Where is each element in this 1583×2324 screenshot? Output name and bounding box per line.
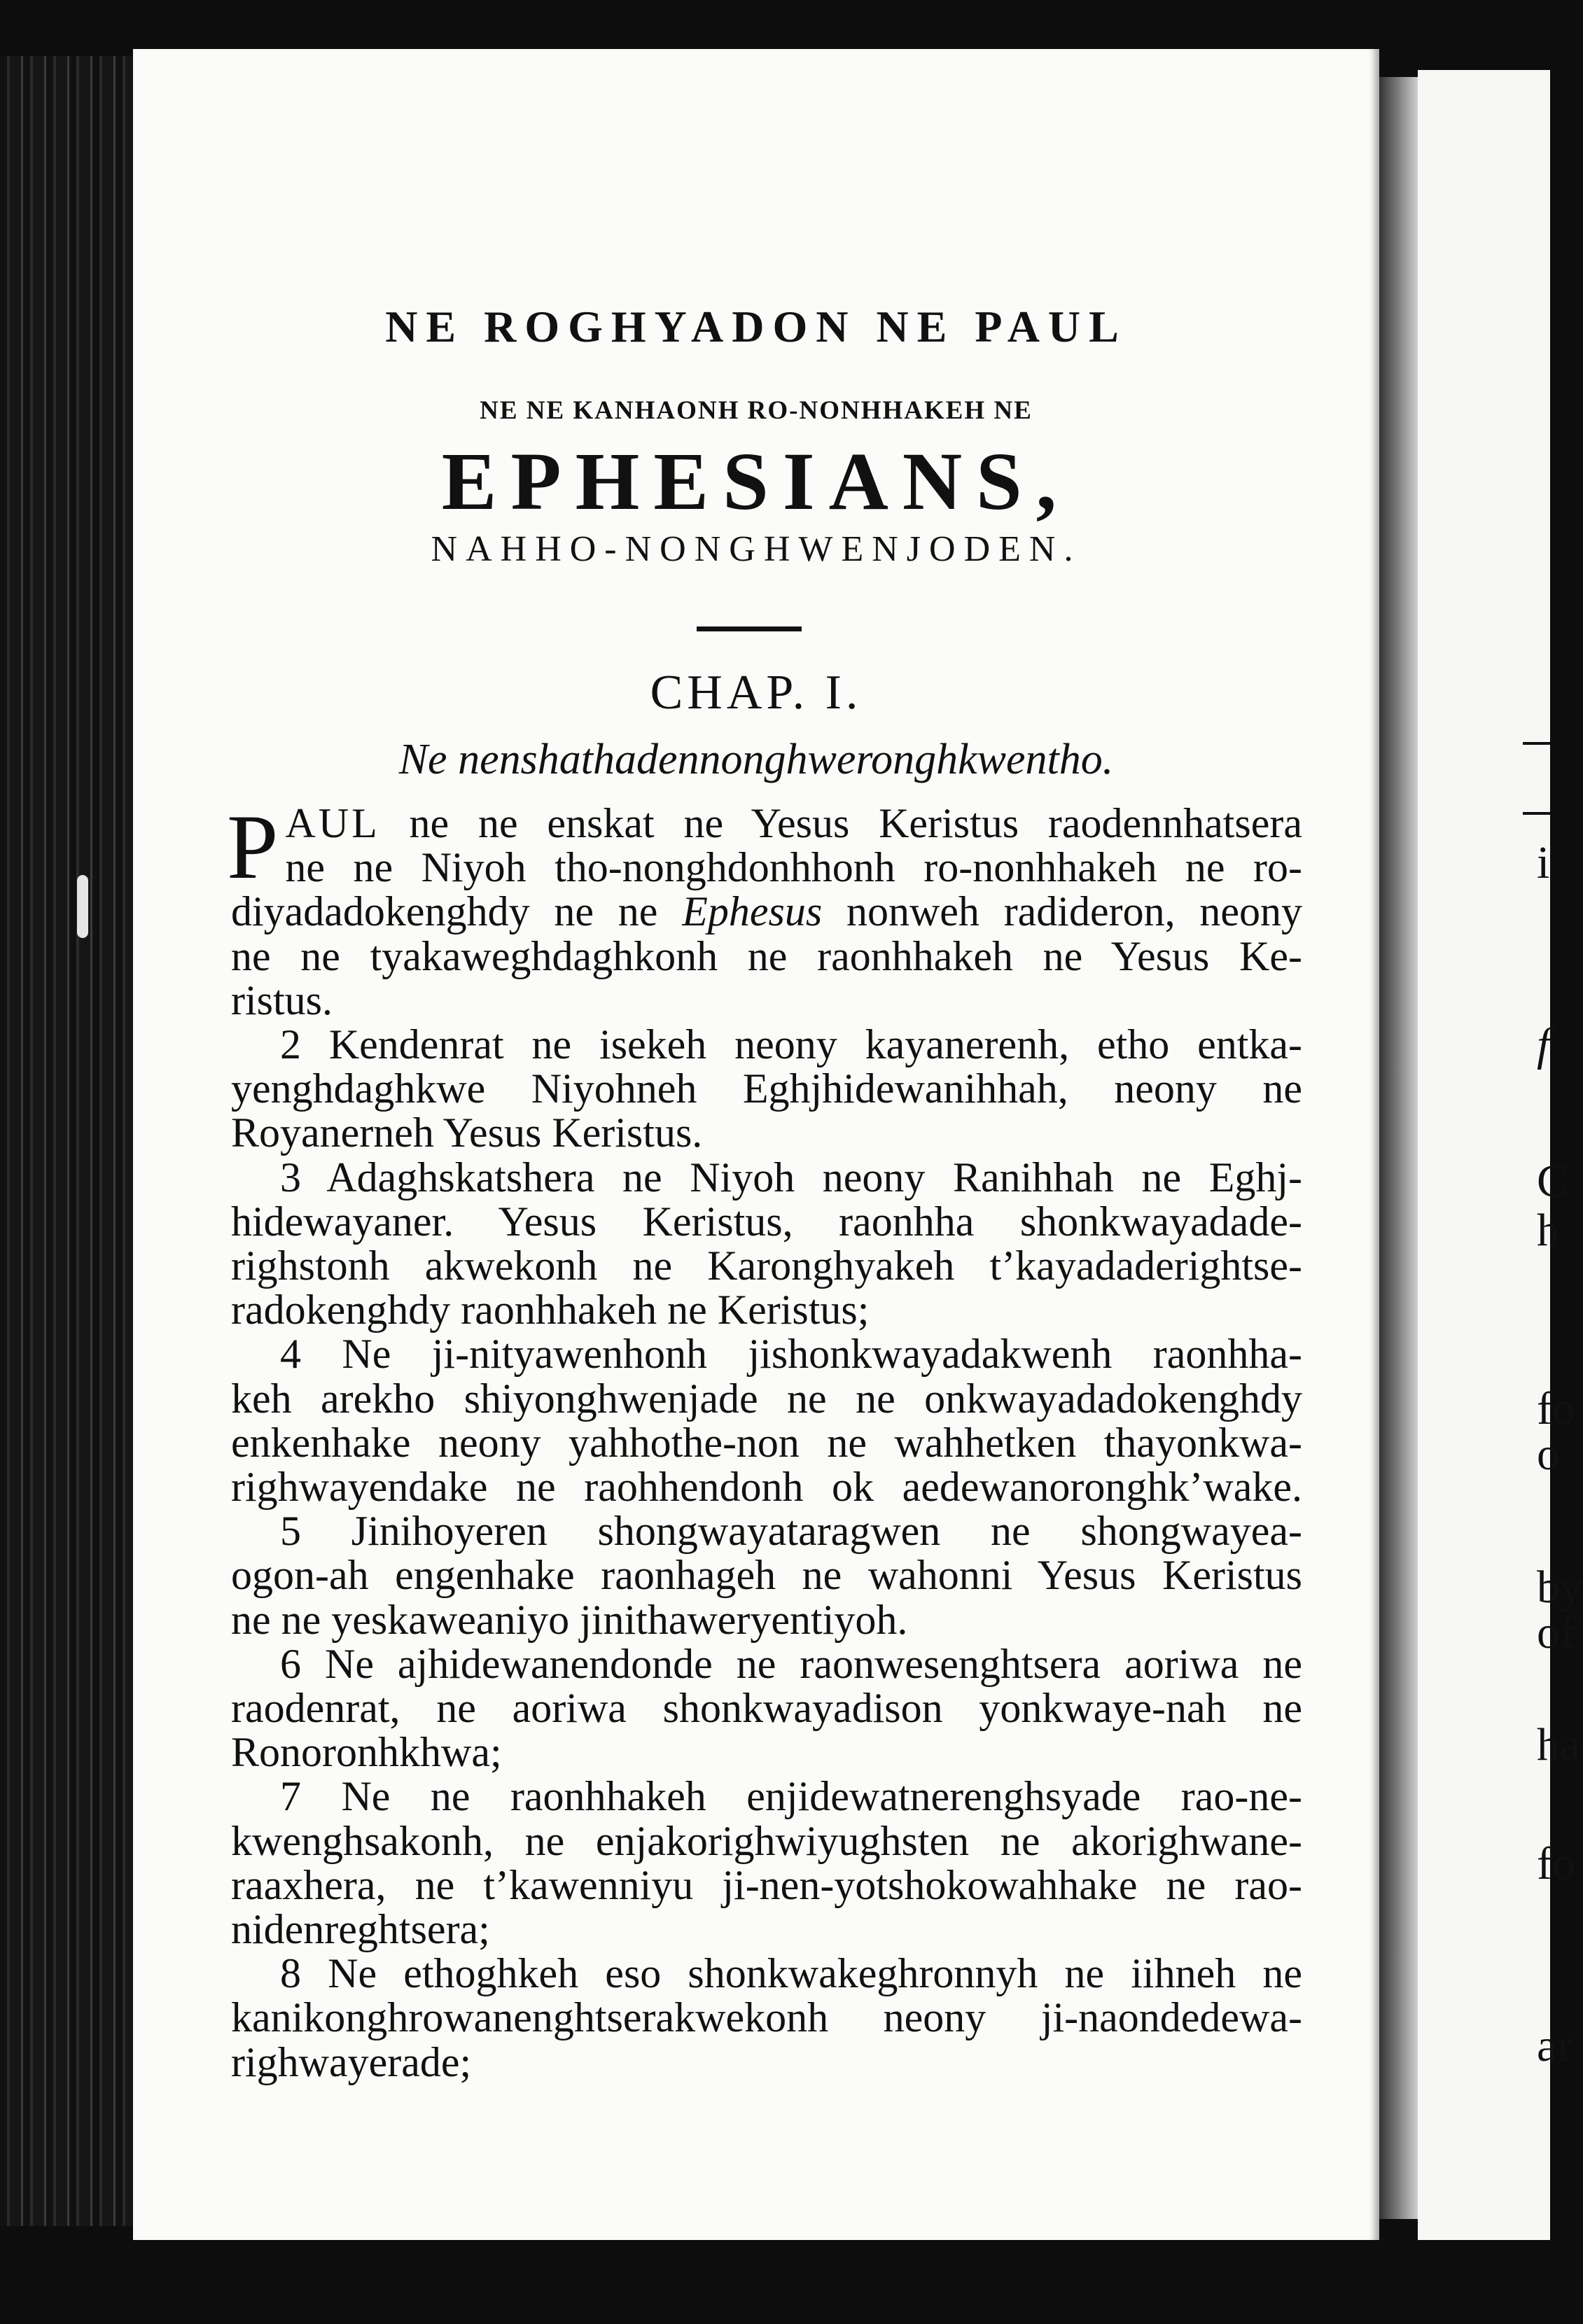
verse-line xyxy=(231,1774,1302,1819)
facing-text: fo xyxy=(1537,1383,1575,1434)
facing-text: by xyxy=(1537,1562,1583,1613)
facing-page xyxy=(1418,70,1583,2240)
facing-text: i xyxy=(1537,837,1550,888)
verse-line: enkenhake neony yahhothe-non ne wahhetken thayonkwa- xyxy=(231,1419,1302,1466)
verse-4-text: Ne ji-nityawenhonh jishonkwayadakwenh raonhha- xyxy=(342,1331,1302,1378)
verse-number: 3 xyxy=(280,1154,301,1200)
facing-text: fo xyxy=(1537,1838,1575,1889)
verse-line xyxy=(231,890,1302,934)
verse-1-place: Ephesus xyxy=(682,888,823,935)
facing-rule xyxy=(1523,812,1550,815)
verse-number: 8 xyxy=(280,1950,301,1997)
verse-line: nidenreghtsera; xyxy=(231,1906,490,1953)
verse-line xyxy=(231,1952,1302,1996)
verse-line xyxy=(231,1642,1302,1686)
facing-text: of xyxy=(1537,1607,1575,1658)
verse-line xyxy=(231,1023,1302,1067)
chapter-summary: Ne nenshathadennonghweronghkwentho. xyxy=(398,736,1114,783)
verse-line xyxy=(231,1332,1302,1376)
book-name: EPHESIANS, xyxy=(441,435,1071,527)
verse-line: righwayendake ne raohhendonh ok aedewanoronghk’wake. xyxy=(231,1464,1302,1511)
verse-line: kanikonghrowanenghtserakwekonh neony ji-naondedewa- xyxy=(231,1994,1302,2041)
verse-1-text: ne ne enskat ne Yesus Keristus raodennhatsera xyxy=(409,800,1303,846)
verse-line: kwenghsakonh, ne enjakorighwiyughsten ne akorighwane- xyxy=(231,1817,1302,1864)
verse-line: ristus. xyxy=(231,976,333,1023)
verse-line: radokenghdy raonhhakeh ne Keristus; xyxy=(231,1287,870,1334)
verse-line: ne ne tyakaweghdaghkonh ne raonhhakeh ne Yesus Ke- xyxy=(231,932,1302,979)
verse-line: ogon-ah engenhake raonhageh ne wahonni Yesus Keristus xyxy=(231,1552,1302,1599)
verse-line: yenghdaghkwe Niyohneh Eghjhidewanihhah, neony ne xyxy=(231,1065,1302,1112)
drop-cap: P xyxy=(227,795,279,898)
facing-text: h xyxy=(1537,1205,1560,1256)
verse-line xyxy=(231,1156,1302,1200)
verse-2-text: Kendenrat ne isekeh neony kayanerenh, etho entka- xyxy=(328,1021,1302,1068)
facing-text: ha xyxy=(1537,1719,1581,1770)
chapter-text xyxy=(227,795,1303,2085)
chapter-heading: CHAP. I. xyxy=(650,666,863,720)
verse-line: righstonh akwekonh ne Karonghyakeh t’kayadaderightse- xyxy=(231,1242,1302,1289)
verse-line: righwayerade; xyxy=(231,2038,472,2085)
heading-rule xyxy=(697,626,802,631)
book-subtitle: NE NE KANHAONH RO-NONHHAKEH NE xyxy=(480,396,1033,425)
verse-line: ne ne Niyoh tho-nonghdonhhonh ro-nonhhakeh ne ro- xyxy=(285,844,1302,891)
verse-7-text: Ne ne raonhhakeh enjidewatnerenghsyade rao-ne- xyxy=(341,1773,1302,1820)
verse-3-text: Adaghskatshera ne Niyoh neony Ranihhah ne Eghj- xyxy=(326,1154,1302,1200)
verse-line: raaxhera, ne t’kawenniyu ji-nen-yotshokowahhake ne rao- xyxy=(231,1861,1302,1908)
verse-5-text: Jinihoyeren shongwayataragwen ne shongwayea- xyxy=(351,1508,1302,1555)
verse-6-text: Ne ajhidewanendonde ne raonwesenghtsera aoriwa ne xyxy=(324,1640,1302,1687)
verse-1-text: diyadadokenghdy ne ne xyxy=(231,888,683,935)
verse-number: 4 xyxy=(280,1331,301,1378)
facing-text: o xyxy=(1537,1429,1560,1480)
verse-line: Royanerneh Yesus Keristus. xyxy=(231,1110,703,1156)
verse-1-text: nonweh radideron, neony xyxy=(822,888,1303,935)
book-edge-left xyxy=(0,56,133,2226)
facing-text: ar xyxy=(1537,2020,1573,2071)
facing-text: f xyxy=(1537,1019,1550,1070)
book-qualifier: NAHHO-NONGHWENJODEN. xyxy=(431,529,1082,569)
page-edge-highlight xyxy=(77,875,88,938)
verse-number: 6 xyxy=(280,1640,301,1687)
verse-number: 7 xyxy=(280,1773,301,1820)
verse-line: keh arekho shiyonghwenjade ne ne onkwayadadokenghdy xyxy=(231,1375,1302,1422)
facing-rule xyxy=(1523,742,1550,745)
verse-line: ne ne yeskaweaniyo jinithaweryentiyoh. xyxy=(231,1596,908,1643)
verse-line: raodenrat, ne aoriwa shonkwayadison yonkwaye-nah ne xyxy=(231,1685,1302,1732)
verse-8-text: Ne ethoghkeh eso shonkwakeghronnyh ne iihneh ne xyxy=(328,1950,1302,1997)
facing-text: C xyxy=(1537,1156,1568,1207)
verse-number: 5 xyxy=(280,1508,301,1555)
verse-start-word: AUL xyxy=(285,800,380,846)
verse-line: hidewayaner. Yesus Keristus, raonhha shonkwayadade- xyxy=(231,1198,1302,1245)
book-gutter xyxy=(1379,77,1418,2219)
verse-line: Ronoronhkhwa; xyxy=(231,1729,502,1776)
verse-line xyxy=(231,1509,1302,1553)
book-title: NE ROGHYADON NE PAUL xyxy=(385,302,1127,351)
verse-line xyxy=(231,802,1302,846)
verse-number: 2 xyxy=(280,1021,301,1068)
